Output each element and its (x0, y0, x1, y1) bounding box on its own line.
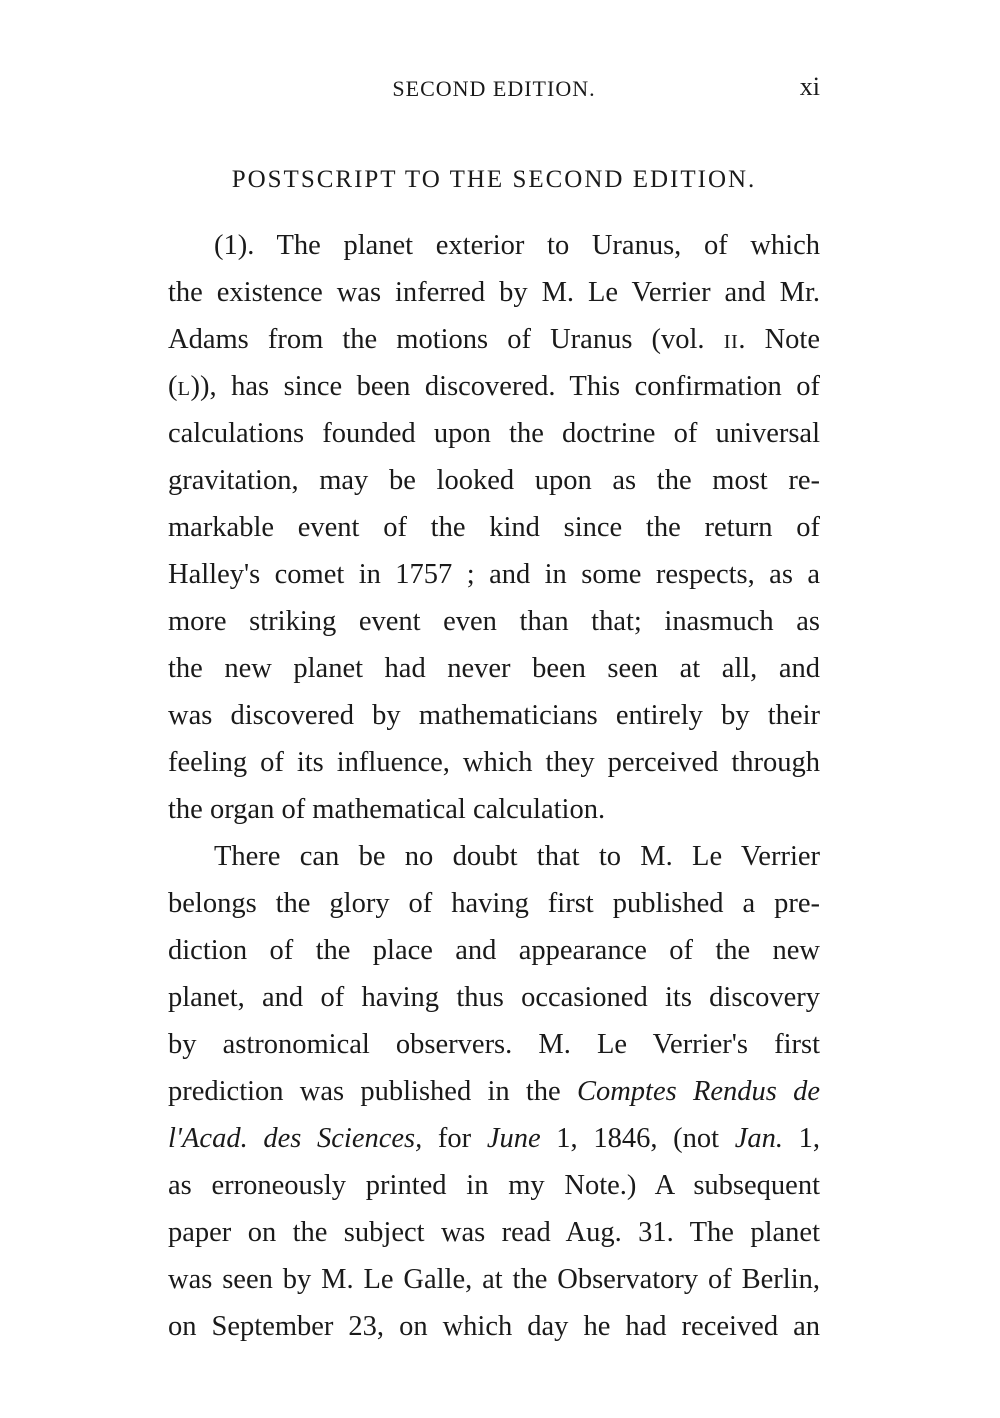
text-line: the new planet had never been seen at all, and (168, 653, 820, 684)
text-line: by astronomical observers. M. Le Verrier's first (168, 1029, 820, 1060)
text-line: planet, and of having thus occasioned its discovery (168, 982, 820, 1013)
italic-run: Comptes Rendus de (576, 1076, 820, 1107)
text-run: Adams from the motions of Uranus (vol. (168, 324, 705, 355)
text-line: belongs the glory of having first published a pre- (168, 888, 820, 919)
running-head (168, 72, 820, 108)
italic-run: June (486, 1123, 541, 1154)
text-line: was seen by M. Le Galle, at the Observatory of Berlin, (168, 1264, 820, 1295)
running-head-title: SECOND EDITION. (392, 76, 596, 101)
text-line (168, 316, 820, 363)
text-run: 1, 1846, (not (540, 1123, 735, 1154)
section-heading: POSTSCRIPT TO THE SECOND EDITION. (231, 166, 757, 193)
text-run: prediction was published in the (168, 1076, 577, 1107)
page-number: xi (799, 72, 820, 101)
italic-run: Jan. (734, 1123, 783, 1154)
italic-run: l'Acad. des Sciences, (168, 1123, 423, 1154)
text-line: feeling of its influence, which they perceived through (168, 747, 820, 778)
text-line: calculations founded upon the doctrine of universal (168, 418, 820, 449)
small-caps-run: L (177, 378, 191, 400)
text-line: paper on the subject was read Aug. 31. The planet (168, 1217, 820, 1248)
text-line: gravitation, may be looked upon as the most re- (168, 465, 820, 496)
text-line: was discovered by mathematicians entirely by their (168, 700, 820, 731)
text-line (168, 1115, 820, 1162)
text-run: . Note (738, 324, 820, 355)
text-line: the existence was inferred by M. Le Verrier and Mr. (168, 277, 820, 308)
text-run: for (422, 1123, 487, 1154)
paragraph-2 (168, 833, 820, 1350)
text-line: as erroneously printed in my Note.) A subsequent (168, 1170, 820, 1201)
text-line: diction of the place and appearance of the new (168, 935, 820, 966)
text-line: There can be no doubt that to M. Le Verrier (214, 841, 820, 872)
text-run: 1, (782, 1123, 821, 1154)
body-text (168, 222, 820, 1350)
text-run: ( (168, 371, 178, 402)
text-line (168, 363, 820, 410)
text-line: Halley's comet in 1757 ; and in some respects, as a (168, 559, 820, 590)
paragraph-1 (168, 222, 820, 833)
text-run: )), has since been discovered. This confirmation of (190, 371, 820, 402)
text-line (168, 1068, 820, 1115)
text-line: (1). The planet exterior to Uranus, of which (214, 230, 820, 261)
text-line: on September 23, on which day he had received an (168, 1311, 820, 1342)
text-line: more striking event even than that; inasmuch as (168, 606, 820, 637)
text-line: the organ of mathematical calculation. (168, 794, 606, 825)
text-line: markable event of the kind since the return of (168, 512, 820, 543)
small-caps-run: II (723, 331, 739, 353)
